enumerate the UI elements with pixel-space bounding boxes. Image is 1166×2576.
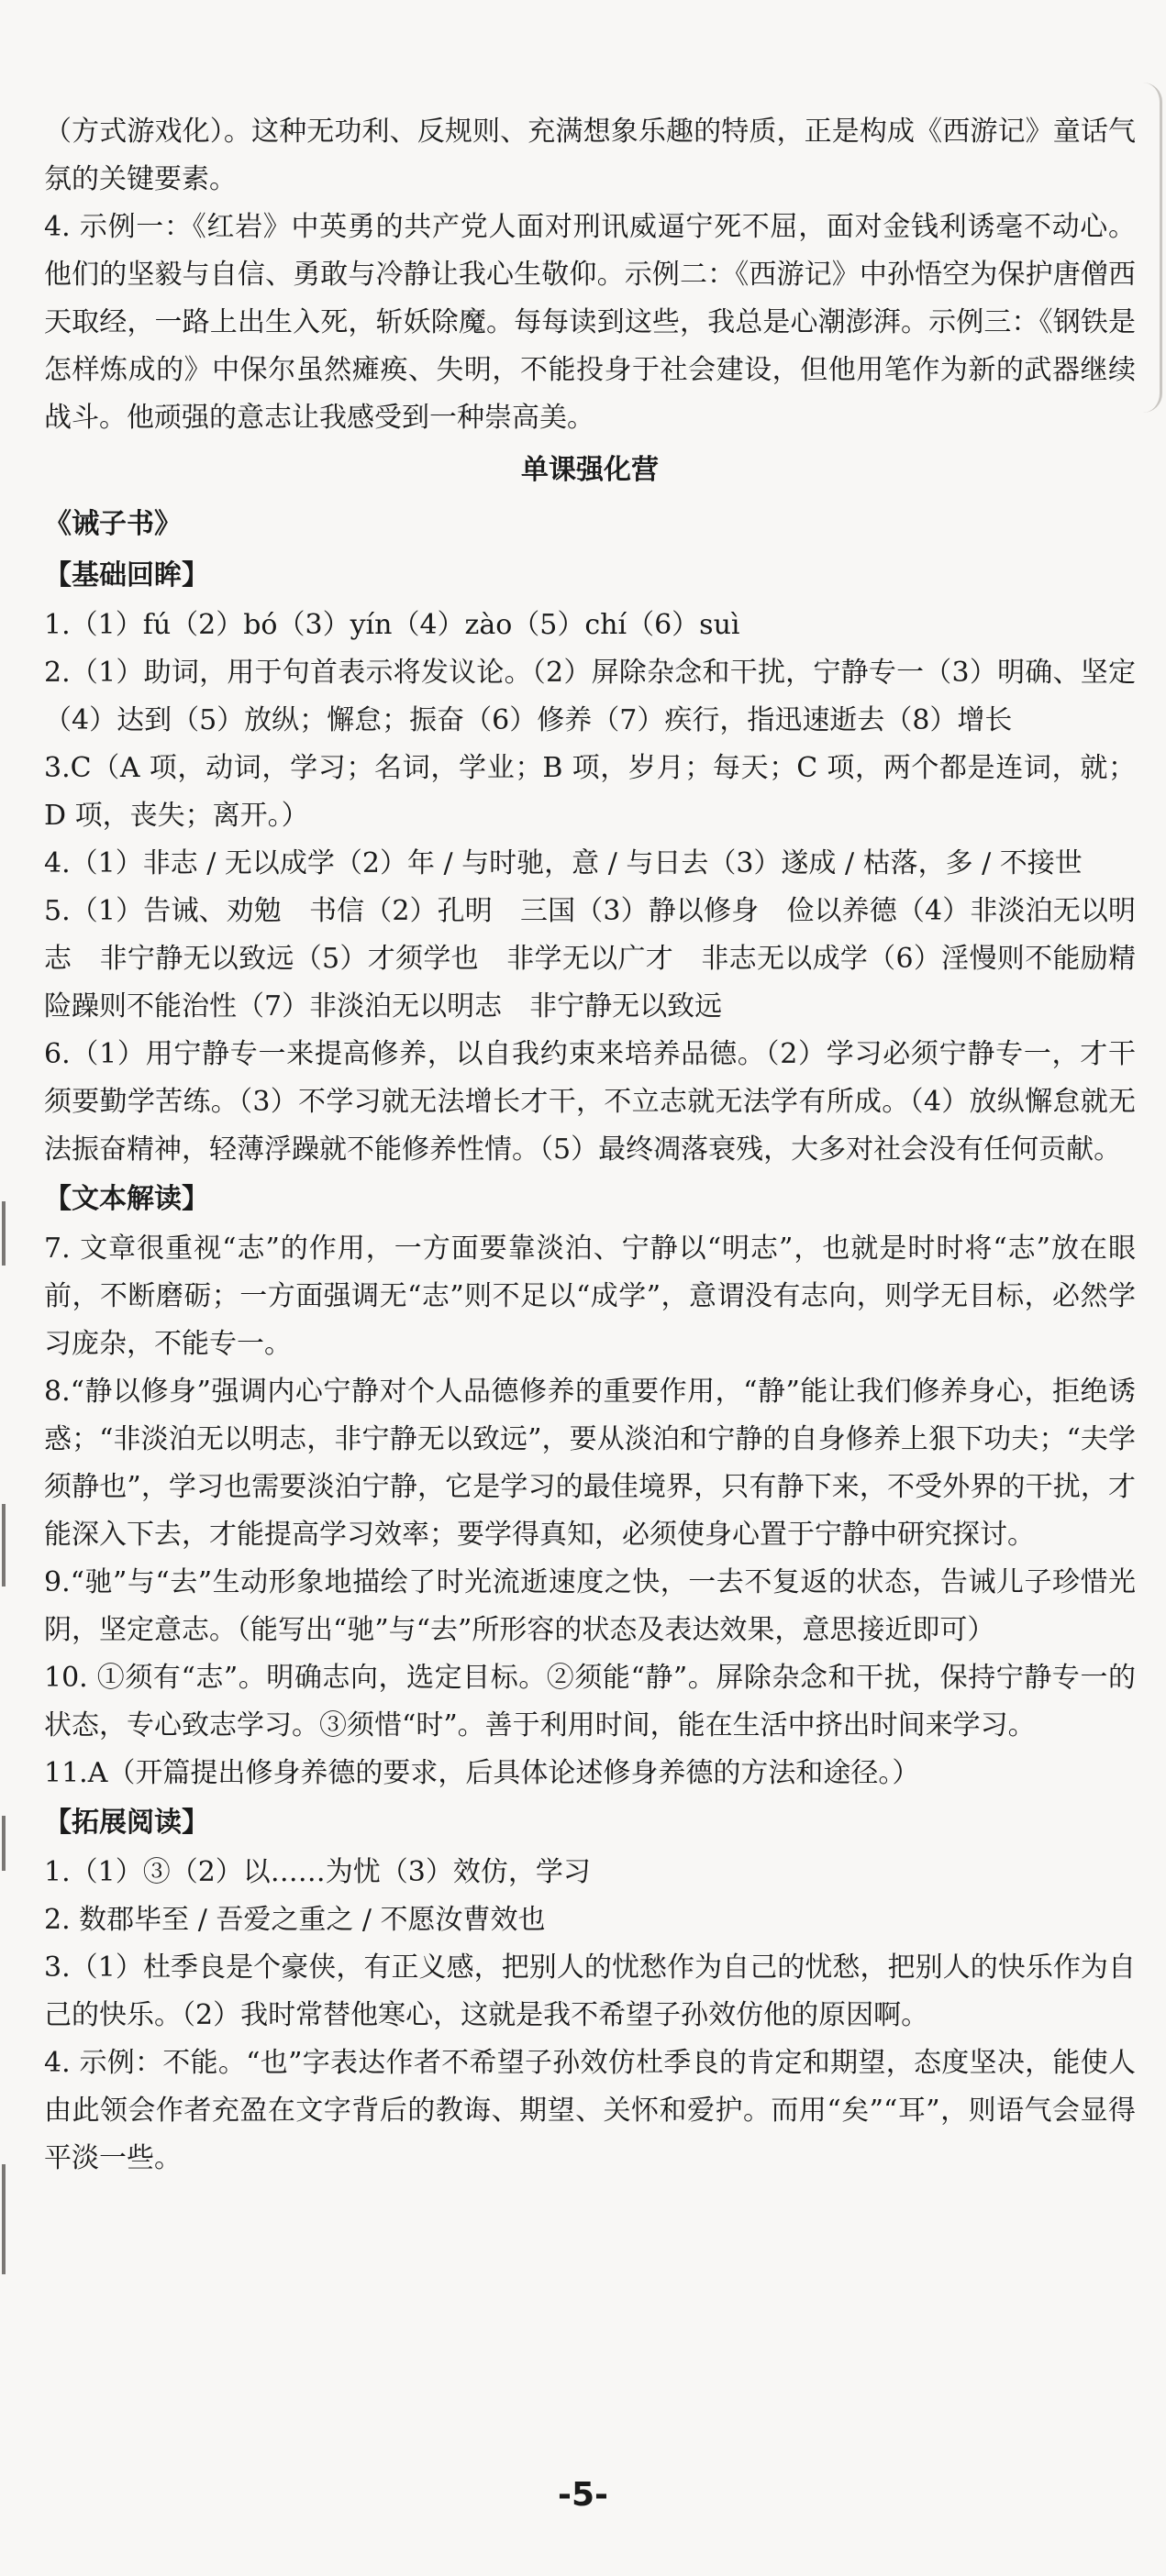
section-title: 单课强化营 bbox=[521, 454, 659, 486]
margin-mark bbox=[2, 1201, 6, 1266]
answer-item: 8.“静以修身”强调内心宁静对个人品德修养的重要作用，“静”能让我们修养身心，拒绝诱惑；“非淡泊无以明志，非宁静无以致远”，要从淡泊和宁静的自身修养上狠下功夫；“夫学须静也”，学习也需要淡泊宁静，它是学习的最佳境界，只有静下来，不受外界的干扰，才能深入下去，才能提高学习效率；要学得真知，必须使身心置于宁静中研究探讨。 bbox=[44, 1376, 1136, 1551]
answer-item: 1.（1）fú（2）bó（3）yín（4）zào（5）chí（6）suì bbox=[44, 609, 740, 641]
section-heading-extended-reading: 【拓展阅读】 bbox=[44, 1807, 209, 1839]
answer-item: 2.（1）助词，用于句首表示将发议论。（2）屏除杂念和干扰，宁静专一（3）明确、坚定（4）达到（5）放纵；懈怠；振奋（6）修养（7）疾行，指迅速逝去（8）增长 bbox=[44, 657, 1136, 736]
answer-item: 3.（1）杜季良是个豪侠，有正义感，把别人的忧愁作为自己的忧愁，把别人的快乐作为自己的快乐。（2）我时常替他寒心，这就是我不希望子孙效仿他的原因啊。 bbox=[44, 1951, 1136, 2031]
page-edge-curve bbox=[1143, 83, 1162, 413]
page-number: -5- bbox=[558, 2476, 608, 2514]
section-heading-text-reading: 【文本解读】 bbox=[44, 1183, 209, 1215]
answer-content bbox=[44, 108, 1163, 2183]
answer-item: 9.“驰”与“去”生动形象地描绘了时光流逝速度之快，一去不复返的状态，告诫儿子珍惜光阴，坚定意志。（能写出“驰”与“去”所形容的状态及表达效果，意思接近即可） bbox=[44, 1566, 1136, 1646]
answer-item: 6.（1）用宁静专一来提高修养，以自我约束来培养品德。（2）学习必须宁静专一，才干须要勤学苦练。（3）不学习就无法增长才干，不立志就无法学有所成。（4）放纵懈怠就无法振奋精神，轻薄浮躁就不能修养性情。（5）最终凋落衰残，大多对社会没有任何贡献。 bbox=[44, 1038, 1136, 1166]
lesson-title: 《诫子书》 bbox=[44, 508, 182, 540]
answer-item: 11.A（开篇提出修身养德的要求，后具体论述修身养德的方法和途径。） bbox=[44, 1757, 920, 1789]
answer-item: 4. 示例：不能。“也”字表达作者不希望子孙效仿杜季良的肯定和期望，态度坚决，能使人由此领会作者充盈在文字背后的教诲、期望、关怀和爱护。而用“矣”“耳”，则语气会显得平淡一些。 bbox=[44, 2047, 1136, 2174]
answer-item: 1.（1）③（2）以……为忧（3）效仿，学习 bbox=[44, 1856, 591, 1888]
answer-item: 7. 文章很重视“志”的作用，一方面要靠淡泊、宁静以“明志”，也就是时时将“志”放在眼前，不断磨砺；一方面强调无“志”则不足以“成学”，意谓没有志向，则学无目标，必然学习庞杂，不能专一。 bbox=[44, 1233, 1136, 1360]
margin-mark bbox=[2, 2164, 6, 2274]
answer-item: 2. 数郡毕至 / 吾爱之重之 / 不愿汝曹效也 bbox=[44, 1904, 546, 1936]
paragraph: （方式游戏化）。这种无功利、反规则、充满想象乐趣的特质，正是构成《西游记》童话气氛的关键要素。 bbox=[44, 116, 1136, 195]
margin-mark bbox=[2, 1816, 6, 1871]
section-heading-basics: 【基础回眸】 bbox=[44, 559, 209, 591]
margin-mark bbox=[2, 1504, 6, 1587]
answer-item: 3.C（A 项，动词，学习；名词，学业；B 项，岁月；每天；C 项，两个都是连词，就；D 项，丧失；离开。） bbox=[44, 752, 1136, 832]
answer-item: 10. ①须有“志”。明确志向，选定目标。②须能“静”。屏除杂念和干扰，保持宁静专一的状态，专心致志学习。③须惜“时”。善于利用时间，能在生活中挤出时间来学习。 bbox=[44, 1662, 1136, 1741]
answer-item: 5.（1）告诫、劝勉 书信（2）孔明 三国（3）静以修身 俭以养德（4）非淡泊无以明志 非宁静无以致远（5）才须学也 非学无以广才 非志无以成学（6）淫慢则不能励精 险躁则不能治性（7）非淡泊无以明志 非宁静无以致远 bbox=[44, 895, 1163, 1023]
paragraph: 4. 示例一：《红岩》中英勇的共产党人面对刑讯威逼宁死不屈，面对金钱利诱毫不动心。他们的坚毅与自信、勇敢与冷静让我心生敬仰。示例二：《西游记》中孙悟空为保护唐僧西天取经，一路上出生入死，斩妖除魔。每每读到这些，我总是心潮澎湃。示例三：《钢铁是怎样炼成的》中保尔虽然瘫痪、失明，不能投身于社会建设，但他用笔作为新的武器继续战斗。他顽强的意志让我感受到一种崇高美。 bbox=[44, 211, 1136, 434]
answer-item: 4.（1）非志 / 无以成学（2）年 / 与时驰，意 / 与日去（3）遂成 / 枯落，多 / 不接世 bbox=[44, 847, 1083, 879]
